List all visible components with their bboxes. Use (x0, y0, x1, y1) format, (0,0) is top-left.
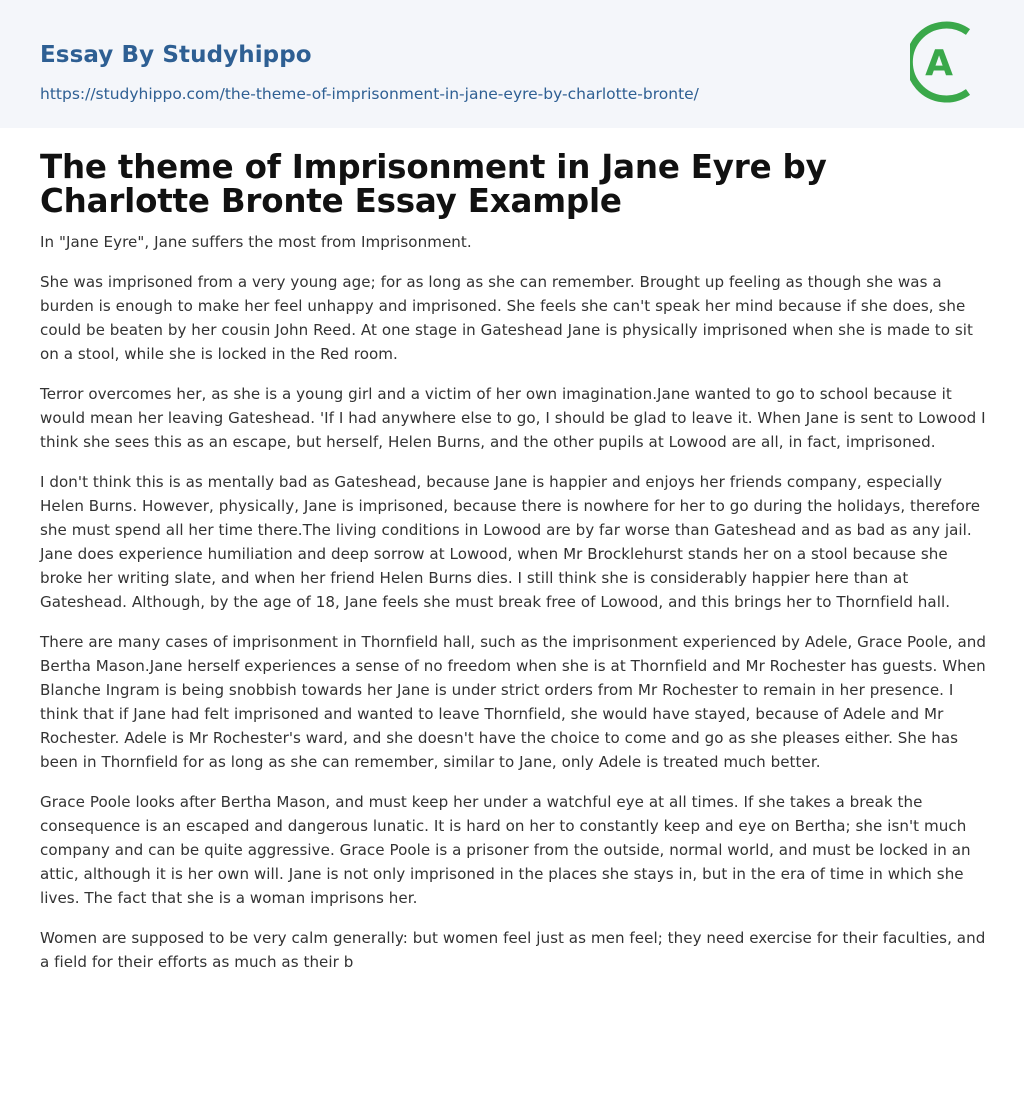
essay-paragraph: There are many cases of imprisonment in Thornfield hall, such as the imprisonment experienced by Adele, Grace Poole, and Bertha Mason.Jane herself experiences a sense of no freedom when she is at Thornfield and Mr Rochester has guests. When Blanche Ingram is being snobbish towards her Jane is under strict orders from Mr Rochester to remain in her presence. I think that if Jane had felt imprisoned and wanted to leave Thornfield, she would have stayed, because of Adele and Mr Rochester. Adele is Mr Rochester's ward, and she doesn't have the choice to come and go as she pleases either. She has been in Thornfield for as long as she can remember, similar to Jane, only Adele is treated much better. (40, 633, 987, 771)
site-header (0, 0, 1024, 128)
essay-content (40, 150, 988, 990)
essay-paragraph: Women are supposed to be very calm generally: but women feel just as men feel; they need exercise for their faculties, and a field for their efforts as much as their b (40, 929, 986, 971)
essay-paragraph: Terror overcomes her, as she is a young girl and a victim of her own imagination.Jane wanted to go to school because it would mean her leaving Gateshead. 'If I had anywhere else to go, I should be glad to leave it. When Jane is sent to Lowood I think she sees this as an escape, but herself, Helen Burns, and the other pupils at Lowood are all, in fact, imprisoned. (40, 385, 986, 451)
essay-paragraph: In "Jane Eyre", Jane suffers the most from Imprisonment. (40, 233, 472, 251)
essay-paragraph: Grace Poole looks after Bertha Mason, and must keep her under a watchful eye at all times. If she takes a break the consequence is an escaped and dangerous lunatic. It is hard on her to constantly keep and eye on Bertha; she isn't much company and can be quite aggressive. Grace Poole is a prisoner from the outside, normal world, and must be locked in an attic, although it is her own will. Jane is not only imprisoned in the places she stays in, but in the era of time in which she lives. The fact that she is a woman imprisons her. (40, 793, 971, 907)
studyhippo-logo-icon[interactable] (910, 18, 988, 106)
logo-letter: A (925, 43, 953, 84)
site-title[interactable]: Essay By Studyhippo (40, 42, 312, 68)
essay-paragraph: She was imprisoned from a very young age; for as long as she can remember. Brought up feeling as though she was a burden is enough to make her feel unhappy and imprisoned. She feels she can't speak her mind because if she does, she could be beaten by her cousin John Reed. At one stage in Gateshead Jane is physically imprisoned when she is made to sit on a stool, while she is locked in the Red room. (40, 273, 973, 363)
essay-paragraph: I don't think this is as mentally bad as Gateshead, because Jane is happier and enjoys her friends company, especially Helen Burns. However, physically, Jane is imprisoned, because there is nowhere for her to go during the holidays, therefore she must spend all her time there.The living conditions in Lowood are by far worse than Gateshead and as bad as any jail. Jane does experience humiliation and deep sorrow at Lowood, when Mr Brocklehurst stands her on a stool because she broke her writing slate, and when her friend Helen Burns dies. I still think she is considerably happier here than at Gateshead. Although, by the age of 18, Jane feels she must break free of Lowood, and this brings her to Thornfield hall. (40, 473, 981, 611)
source-url-link[interactable]: https://studyhippo.com/the-theme-of-imprisonment-in-jane-eyre-by-charlotte-bronte/ (40, 85, 699, 103)
essay-title: The theme of Imprisonment in Jane Eyre by Charlotte Bronte Essay Example (40, 148, 827, 220)
